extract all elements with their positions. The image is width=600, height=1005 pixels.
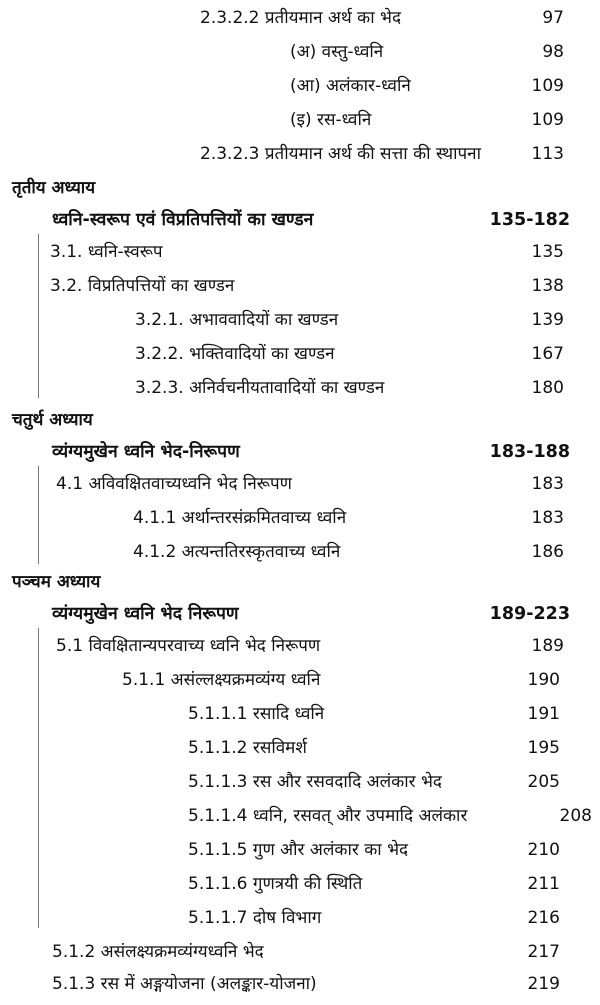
chapter-page-range: 135-182	[489, 210, 570, 230]
toc-entry-label: 3.2.3. अनिर्वचनीयतावादियों का खण्डन	[135, 378, 385, 398]
toc-entry-page: 183	[531, 508, 564, 528]
chapter-heading: तृतीय अध्याय	[12, 178, 96, 198]
toc-entry-page: 219	[527, 974, 560, 994]
toc-entry-page: 210	[527, 840, 560, 860]
toc-entry-page: 190	[527, 670, 560, 690]
chapter-page-range: 189-223	[489, 604, 570, 624]
toc-entry-page: 189	[531, 636, 564, 656]
toc-entry-label: (इ) रस-ध्वनि	[290, 110, 372, 130]
toc-entry-label: 3.2.2. भक्तिवादियों का खण्डन	[135, 344, 335, 364]
chapter-title: व्यंग्यमुखेन ध्वनि भेद निरूपण	[52, 604, 239, 624]
toc-entry-label: 5.1.1.6 गुणत्रयी की स्थिति	[188, 874, 363, 894]
toc-entry-label: 5.1.1.3 रस और रसवदादि अलंकार भेद	[188, 772, 442, 792]
toc-entry-page: 211	[527, 874, 560, 894]
toc-entry-label: 5.1.1.4 ध्वनि, रसवत् और उपमादि अलंकार	[188, 806, 468, 826]
toc-entry-label: 5.1.1.7 दोष विभाग	[188, 908, 322, 928]
indent-rule	[38, 628, 39, 928]
toc-entry-page: 208	[559, 806, 592, 826]
toc-entry-page: 183	[531, 474, 564, 494]
toc-entry-label: 2.3.2.2 प्रतीयमान अर्थ का भेद	[200, 8, 402, 28]
toc-entry-page: 217	[527, 942, 560, 962]
toc-entry-page: 186	[531, 542, 564, 562]
toc-entry-page: 135	[531, 242, 564, 262]
toc-entry-label: (अ) वस्तु-ध्वनि	[290, 42, 384, 62]
toc-entry-label: 4.1 अविवक्षितवाच्यध्वनि भेद निरूपण	[56, 474, 292, 494]
toc-entry-page: 167	[531, 344, 564, 364]
chapter-heading: पञ्चम अध्याय	[12, 572, 101, 592]
toc-entry-label: 3.2.1. अभाववादियों का खण्डन	[135, 310, 339, 330]
toc-entry-page: 113	[531, 144, 564, 164]
toc-entry-label: 5.1.3 रस में अङ्गयोजना (अलङ्कार-योजना)	[52, 974, 317, 994]
toc-entry-page: 109	[531, 76, 564, 96]
chapter-page-range: 183-188	[489, 442, 570, 462]
chapter-title: व्यंग्यमुखेन ध्वनि भेद-निरूपण	[52, 442, 240, 462]
toc-entry-label: 5.1.2 असंलक्ष्यक्रमव्यंग्यध्वनि भेद	[52, 942, 264, 962]
toc-entry-label: 4.1.1 अर्थान्तरसंक्रमितवाच्य ध्वनि	[133, 508, 347, 528]
toc-entry-page: 216	[527, 908, 560, 928]
toc-entry-label: 5.1.1.5 गुण और अलंकार का भेद	[188, 840, 409, 860]
toc-entry-page: 98	[542, 42, 564, 62]
toc-entry-label: 3.2. विप्रतिपत्तियों का खण्डन	[50, 276, 235, 296]
toc-entry-label: 2.3.2.3 प्रतीयमान अर्थ की सत्ता की स्थापना	[200, 144, 481, 164]
indent-rule	[38, 466, 39, 564]
toc-entry-page: 139	[531, 310, 564, 330]
toc-entry-page: 138	[531, 276, 564, 296]
toc-entry-page: 195	[527, 738, 560, 758]
toc-entry-label: 4.1.2 अत्यन्ततिरस्कृतवाच्य ध्वनि	[133, 542, 341, 562]
toc-entry-page: 205	[527, 772, 560, 792]
chapter-title: ध्वनि-स्वरूप एवं विप्रतिपत्तियों का खण्डन	[52, 210, 314, 230]
toc-entry-page: 180	[531, 378, 564, 398]
chapter-heading: चतुर्थ अध्याय	[12, 410, 93, 430]
toc-entry-page: 191	[527, 704, 560, 724]
toc-entry-page: 97	[542, 8, 564, 28]
toc-entry-label: (आ) अलंकार-ध्वनि	[290, 76, 411, 96]
toc-entry-label: 5.1.1.2 रसविमर्श	[188, 738, 307, 758]
toc-entry-page: 109	[531, 110, 564, 130]
toc-entry-label: 3.1. ध्वनि-स्वरूप	[50, 242, 163, 262]
toc-entry-label: 5.1 विवक्षितान्यपरवाच्य ध्वनि भेद निरूपण	[56, 636, 321, 656]
toc-entry-label: 5.1.1 असंल्लक्ष्यक्रमव्यंग्य ध्वनि	[122, 670, 321, 690]
toc-entry-label: 5.1.1.1 रसादि ध्वनि	[188, 704, 325, 724]
indent-rule	[38, 234, 39, 398]
